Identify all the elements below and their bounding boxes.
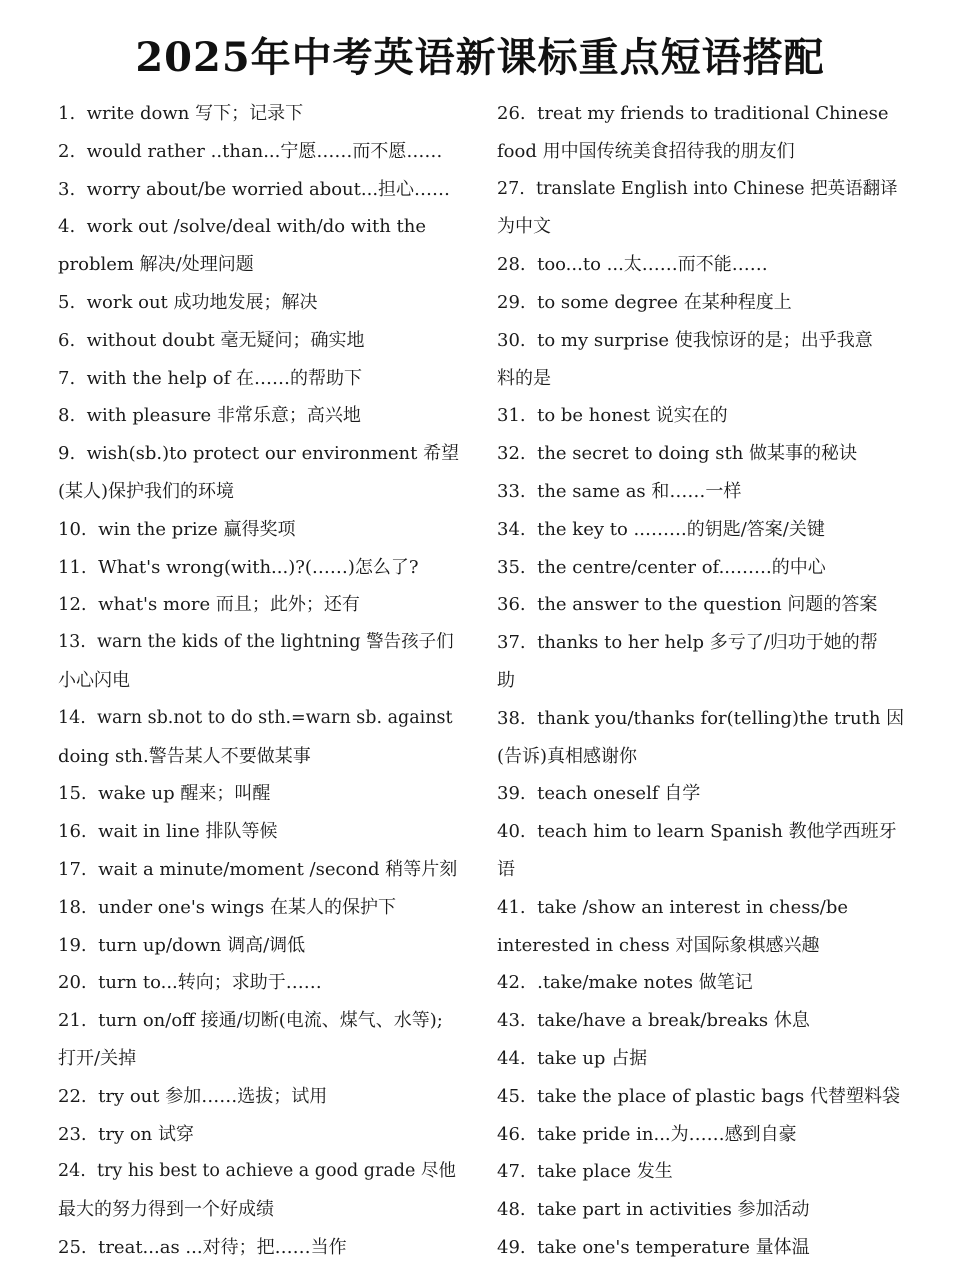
phrase-number: 33. — [497, 480, 526, 502]
phrase-text: food 用中国传统美食招待我的朋友们 — [497, 140, 795, 162]
phrase-item-continuation — [58, 662, 460, 700]
phrase-number: 9. — [58, 443, 76, 465]
phrase-item — [497, 624, 905, 662]
phrase-item — [497, 511, 905, 549]
phrase-text: what's more 而且；此外；还有 — [98, 594, 360, 616]
phrase-text: take up 占据 — [537, 1047, 648, 1069]
phrase-text: take one's temperature 量体温 — [537, 1236, 810, 1258]
phrase-text: turn up/down 调高/调低 — [98, 934, 306, 956]
phrase-item — [58, 851, 460, 889]
phrase-item — [58, 171, 460, 209]
phrase-text: 语 — [497, 858, 515, 880]
phrase-text: take/have a break/breaks 休息 — [537, 1010, 810, 1032]
phrase-item — [58, 549, 460, 587]
phrase-text: work out 成功地发展；解决 — [86, 291, 318, 313]
phrase-text: would rather ..than...宁愿……而不愿…… — [86, 140, 443, 162]
phrase-text: wake up 醒来；叫醒 — [98, 783, 271, 805]
phrase-item — [58, 435, 460, 473]
phrase-item — [497, 397, 905, 435]
phrase-number: 22. — [58, 1085, 87, 1107]
phrase-item — [497, 889, 905, 927]
phrase-number: 32. — [497, 443, 526, 465]
phrase-number: 3. — [58, 178, 76, 200]
phrase-number: 16. — [58, 821, 87, 843]
phrase-text: worry about/be worried about...担心…… — [86, 178, 451, 200]
phrase-item — [58, 586, 460, 624]
phrase-number: 40. — [497, 821, 526, 843]
phrase-item-continuation — [497, 360, 905, 398]
phrase-text: take place 发生 — [537, 1161, 673, 1183]
phrase-text: translate English into Chinese 把英语翻译 — [535, 178, 898, 199]
phrase-text: turn to...转向；求助于…… — [98, 972, 322, 994]
phrase-text: wait a minute/moment /second 稍等片刻 — [98, 858, 458, 880]
phrase-text: 助 — [497, 669, 515, 691]
phrase-number: 41. — [497, 896, 526, 918]
phrase-number: 43. — [497, 1010, 526, 1032]
phrase-number: 1. — [58, 103, 76, 124]
phrase-item — [58, 208, 460, 246]
phrase-number: 21. — [58, 1010, 87, 1032]
phrase-text: wish(sb.)to protect our environment 希望 — [86, 443, 460, 465]
phrase-item — [497, 284, 905, 322]
phrase-text: take part in activities 参加活动 — [537, 1199, 810, 1221]
phrase-text: with pleasure 非常乐意；高兴地 — [86, 405, 361, 427]
phrase-text: the answer to the question 问题的答案 — [537, 594, 878, 616]
phrase-number: 17. — [58, 858, 87, 880]
phrase-text: treat...as ...对待；把……当作 — [98, 1236, 347, 1258]
phrase-item — [497, 435, 905, 473]
phrase-number: 4. — [58, 216, 76, 238]
phrase-text: take the place of plastic bags 代替塑料袋 — [537, 1085, 901, 1107]
phrase-text: 小心闪电 — [58, 669, 130, 691]
phrase-text: without doubt 毫无疑问；确实地 — [86, 329, 365, 351]
phrase-item-continuation — [497, 662, 905, 700]
phrase-item-continuation — [497, 927, 905, 965]
phrase-number: 26. — [497, 103, 526, 124]
phrase-item — [497, 549, 905, 587]
phrase-text: warn sb.not to do sth.=warn sb. against — [96, 707, 453, 728]
phrase-number: 48. — [497, 1199, 526, 1221]
phrase-item — [58, 889, 460, 927]
phrase-text: teach oneself 自学 — [537, 783, 701, 805]
phrase-column-right — [497, 95, 905, 1267]
phrase-item — [58, 1116, 460, 1154]
phrase-text: wait in line 排队等候 — [98, 821, 278, 843]
phrase-number: 29. — [497, 291, 526, 313]
phrase-number: 18. — [58, 896, 87, 918]
phrase-text: under one's wings 在某人的保护下 — [98, 896, 397, 918]
phrase-item — [497, 1153, 905, 1191]
phrase-text: 打开/关掉 — [58, 1047, 137, 1069]
phrase-text: warn the kids of the lightning 警告孩子们 — [96, 632, 454, 653]
phrase-text: the key to ..…….的钥匙/答案/关键 — [537, 518, 825, 540]
phrase-number: 15. — [58, 783, 87, 805]
phrase-number: 49. — [497, 1236, 526, 1258]
phrase-item — [58, 700, 460, 738]
phrase-number: 31. — [497, 405, 526, 427]
phrase-number: 35. — [497, 556, 526, 578]
phrase-text: (某人)保护我们的环境 — [58, 480, 235, 502]
phrase-item — [58, 284, 460, 322]
phrase-item — [497, 586, 905, 624]
phrase-text: treat my friends to traditional Chinese — [537, 103, 889, 124]
phrase-number: 37. — [497, 632, 526, 654]
phrase-item — [58, 1153, 460, 1191]
phrase-number: 12. — [58, 594, 87, 616]
phrase-item-continuation — [497, 133, 905, 171]
phrase-item — [497, 775, 905, 813]
phrase-item — [497, 322, 905, 360]
phrase-item — [58, 95, 460, 133]
phrase-text: 料的是 — [497, 367, 551, 389]
phrase-item — [58, 964, 460, 1002]
phrase-item-continuation — [58, 473, 460, 511]
phrase-text: doing sth.警告某人不要做某事 — [58, 745, 311, 767]
phrase-item — [497, 473, 905, 511]
phrase-item — [58, 360, 460, 398]
phrase-text: take /show an interest in chess/be — [537, 896, 849, 918]
phrase-number: 19. — [58, 934, 87, 956]
phrase-text: turn on/off 接通/切断(电流、煤气、水等); — [98, 1010, 443, 1032]
phrase-item — [497, 1229, 905, 1267]
phrase-number: 30. — [497, 329, 526, 351]
phrase-text: too...to ...太……而不能…… — [537, 254, 768, 276]
phrase-number: 8. — [58, 405, 76, 427]
phrase-text: thank you/thanks for(telling)the truth 因 — [537, 707, 905, 729]
phrase-number: 44. — [497, 1047, 526, 1069]
phrase-item-continuation — [58, 738, 460, 776]
phrase-text: 最大的努力得到一个好成绩 — [58, 1199, 274, 1221]
phrase-number: 38. — [497, 707, 526, 729]
phrase-number: 13. — [58, 632, 86, 653]
phrase-text: 为中文 — [497, 216, 551, 238]
phrase-item — [58, 1078, 460, 1116]
phrase-column-left — [58, 95, 460, 1267]
phrase-number: 20. — [58, 972, 87, 994]
phrase-text: What's wrong(with...)?(……)怎么了? — [98, 556, 419, 578]
phrase-number: 14. — [58, 707, 86, 728]
phrase-number: 25. — [58, 1236, 87, 1258]
phrase-number: 34. — [497, 518, 526, 540]
phrase-number: 5. — [58, 291, 76, 313]
phrase-text: interested in chess 对国际象棋感兴趣 — [497, 934, 820, 956]
phrase-text: to some degree 在某种程度上 — [537, 291, 792, 313]
phrase-item — [58, 813, 460, 851]
phrase-item — [497, 95, 905, 133]
phrase-text: the same as 和……一样 — [537, 480, 742, 502]
phrase-item — [58, 1002, 460, 1040]
phrase-number: 42. — [497, 972, 526, 994]
phrase-number: 10. — [58, 518, 87, 540]
phrase-item — [58, 397, 460, 435]
phrase-number: 47. — [497, 1161, 526, 1183]
phrase-item-continuation — [497, 851, 905, 889]
phrase-item — [497, 1191, 905, 1229]
phrase-text: take pride in...为……感到自豪 — [537, 1123, 797, 1145]
phrase-text: problem 解决/处理问题 — [58, 254, 254, 276]
phrase-text: teach him to learn Spanish 教他学西班牙 — [537, 821, 897, 843]
phrase-text: work out /solve/deal with/do with the — [86, 216, 426, 238]
phrase-text: to be honest 说实在的 — [537, 405, 728, 427]
phrase-number: 45. — [497, 1085, 526, 1107]
phrase-number: 36. — [497, 594, 526, 616]
phrase-item — [497, 964, 905, 1002]
phrase-item — [497, 1040, 905, 1078]
page-title: 2025年中考英语新课标重点短语搭配 — [135, 34, 825, 81]
phrase-text: thanks to her help 多亏了/归功于她的帮 — [537, 632, 878, 654]
phrase-text: (告诉)真相感谢你 — [497, 745, 638, 767]
phrase-item — [497, 171, 905, 209]
phrase-number: 27. — [497, 178, 525, 199]
phrase-text: try on 试穿 — [98, 1123, 194, 1145]
phrase-item — [497, 246, 905, 284]
phrase-item — [58, 322, 460, 360]
phrase-item — [58, 775, 460, 813]
phrase-item — [58, 927, 460, 965]
phrase-number: 39. — [497, 783, 526, 805]
phrase-item — [497, 1116, 905, 1154]
phrase-item-continuation — [58, 1040, 460, 1078]
phrase-number: 28. — [497, 254, 526, 276]
phrase-item — [497, 1078, 905, 1116]
phrase-text: try out 参加……选拔；试用 — [98, 1085, 328, 1107]
phrase-item — [58, 511, 460, 549]
phrase-text: win the prize 赢得奖项 — [98, 518, 296, 540]
phrase-number: 7. — [58, 367, 76, 389]
phrase-text: the secret to doing sth 做某事的秘诀 — [537, 443, 858, 465]
phrase-item — [58, 133, 460, 171]
phrase-number: 2. — [58, 140, 76, 162]
phrase-item-continuation — [58, 246, 460, 284]
phrase-item — [58, 1229, 460, 1267]
phrase-item-continuation — [497, 738, 905, 776]
phrase-number: 6. — [58, 329, 76, 351]
phrase-number: 46. — [497, 1123, 526, 1145]
phrase-text: write down 写下；记录下 — [86, 103, 304, 124]
phrase-number: 24. — [58, 1161, 86, 1182]
phrase-item-continuation — [58, 1191, 460, 1229]
phrase-item — [497, 1002, 905, 1040]
phrase-text: to my surprise 使我惊讶的是；出乎我意 — [537, 329, 873, 351]
phrase-item-continuation — [497, 208, 905, 246]
phrase-text: with the help of 在……的帮助下 — [86, 367, 363, 389]
phrase-text: try his best to achieve a good grade 尽他 — [96, 1161, 456, 1182]
phrase-number: 23. — [58, 1123, 87, 1145]
phrase-item — [58, 624, 460, 662]
phrase-item — [497, 700, 905, 738]
phrase-text: the centre/center of..…….的中心 — [537, 556, 826, 578]
phrase-number: 11. — [58, 556, 87, 578]
phrase-text: .take/make notes 做笔记 — [537, 972, 753, 994]
phrase-item — [497, 813, 905, 851]
